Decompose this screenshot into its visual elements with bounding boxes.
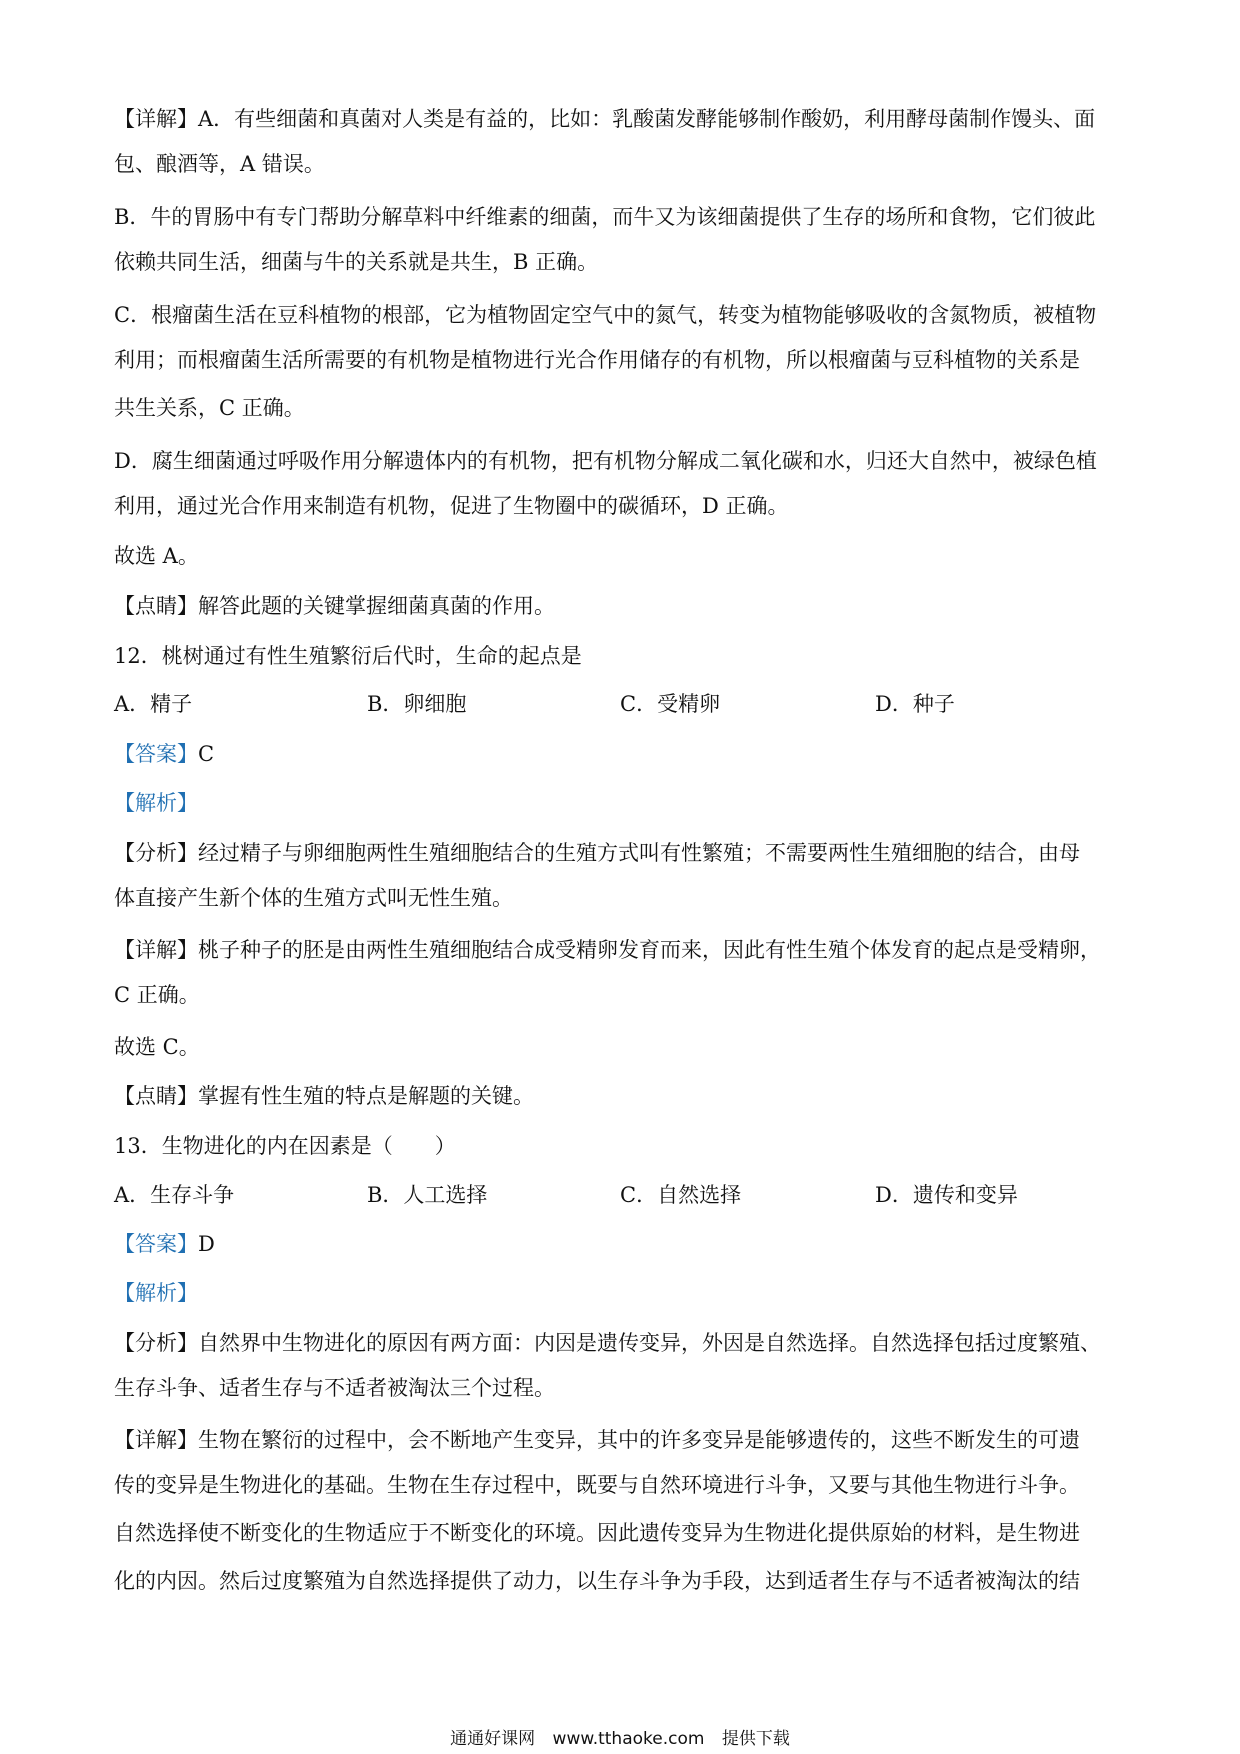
q13-stem: 13．生物进化的内在因素是（ ）	[114, 1134, 456, 1158]
footer-suffix: 提供下载	[721, 1729, 790, 1749]
q13-detail-line4: 化的内因。然后过度繁殖为自然选择提供了动力，以生存斗争为手段，达到适者生存与不适者被淘汰的结	[114, 1569, 1080, 1593]
q13-detail-line3: 自然选择使不断变化的生物适应于不断变化的环境。因此遗传变异为生物进化提供原始的材料，是生物进	[114, 1521, 1080, 1545]
q13-analysis-line1: 【分析】自然界中生物进化的原因有两方面：内因是遗传变异，外因是自然选择。自然选择包括过度繁殖、	[114, 1331, 1101, 1355]
q12-answer-label: 【答案】	[114, 742, 198, 766]
q11-option-c-line2: 利用；而根瘤菌生活所需要的有机物是植物进行光合作用储存的有机物，所以根瘤菌与豆科植物的关系是	[114, 348, 1080, 372]
q13-detail-line1: 【详解】生物在繁衍的过程中，会不断地产生变异，其中的许多变异是能够遗传的，这些不断发生的可遗	[114, 1428, 1080, 1452]
q12-detail-line1: 【详解】桃子种子的胚是由两性生殖细胞结合成受精卵发育而来，因此有性生殖个体发育的起点是受精卵，	[114, 938, 1101, 962]
q12-analysis-label: 【解析】	[114, 791, 198, 815]
q12-answer	[114, 739, 1134, 769]
q13-analysis-label: 【解析】	[114, 1281, 198, 1305]
q11-option-d-line1: D．腐生细菌通过呼吸作用分解遗体内的有机物，把有机物分解成二氧化碳和水，归还大自然中，被绿色植	[114, 449, 1097, 473]
q11-point: 【点睛】解答此题的关键掌握细菌真菌的作用。	[114, 594, 555, 618]
q12-analysis-line2: 体直接产生新个体的生殖方式叫无性生殖。	[114, 886, 513, 910]
q11-detail-a-line2: 包、酿酒等，A 错误。	[114, 152, 325, 176]
page-footer	[0, 1724, 1240, 1749]
q13-option-a: A．生存斗争	[114, 1183, 235, 1207]
q12-point: 【点睛】掌握有性生殖的特点是解题的关键。	[114, 1084, 534, 1108]
q12-option-a: A．精子	[114, 692, 193, 716]
q11-choose: 故选 A。	[114, 544, 199, 568]
q11-option-b-line1: B．牛的胃肠中有专门帮助分解草料中纤维素的细菌，而牛又为该细菌提供了生存的场所和食物，它们彼此	[114, 205, 1096, 229]
q12-stem: 12．桃树通过有性生殖繁衍后代时，生命的起点是	[114, 644, 582, 668]
q11-option-b-line2: 依赖共同生活，细菌与牛的关系就是共生，B 正确。	[114, 250, 599, 274]
q12-option-b: B．卵细胞	[367, 692, 467, 716]
footer-url[interactable]: www.tthaoke.com	[552, 1729, 705, 1749]
q11-option-c-line1: C．根瘤菌生活在豆科植物的根部，它为植物固定空气中的氮气，转变为植物能够吸收的含氮物质，被植物	[114, 303, 1097, 327]
q13-option-c: C．自然选择	[620, 1183, 742, 1207]
q13-answer-value: D	[198, 1232, 215, 1256]
footer-site-name: 通通好课网	[450, 1729, 536, 1749]
q12-option-c: C．受精卵	[620, 692, 721, 716]
q12-detail-line2: C 正确。	[114, 983, 200, 1007]
q13-answer-label: 【答案】	[114, 1232, 198, 1256]
q12-analysis-line1: 【分析】经过精子与卵细胞两性生殖细胞结合的生殖方式叫有性繁殖；不需要两性生殖细胞的结合，由母	[114, 841, 1080, 865]
q11-option-c-line3: 共生关系，C 正确。	[114, 396, 305, 420]
q12-answer-value: C	[198, 742, 215, 766]
q13-answer	[114, 1229, 1134, 1259]
q12-option-d: D．种子	[875, 692, 955, 716]
q13-detail-line2: 传的变异是生物进化的基础。生物在生存过程中，既要与自然环境进行斗争，又要与其他生物进行斗争。	[114, 1473, 1080, 1497]
q11-detail-a-line1: 【详解】A．有些细菌和真菌对人类是有益的，比如：乳酸菌发酵能够制作酸奶，利用酵母菌制作馒头、面	[114, 107, 1096, 131]
q13-option-d: D．遗传和变异	[875, 1183, 1018, 1207]
q13-analysis-line2: 生存斗争、适者生存与不适者被淘汰三个过程。	[114, 1376, 555, 1400]
q11-option-d-line2: 利用，通过光合作用来制造有机物，促进了生物圈中的碳循环，D 正确。	[114, 494, 789, 518]
q12-choose: 故选 C。	[114, 1035, 200, 1059]
q13-option-b: B．人工选择	[367, 1183, 488, 1207]
